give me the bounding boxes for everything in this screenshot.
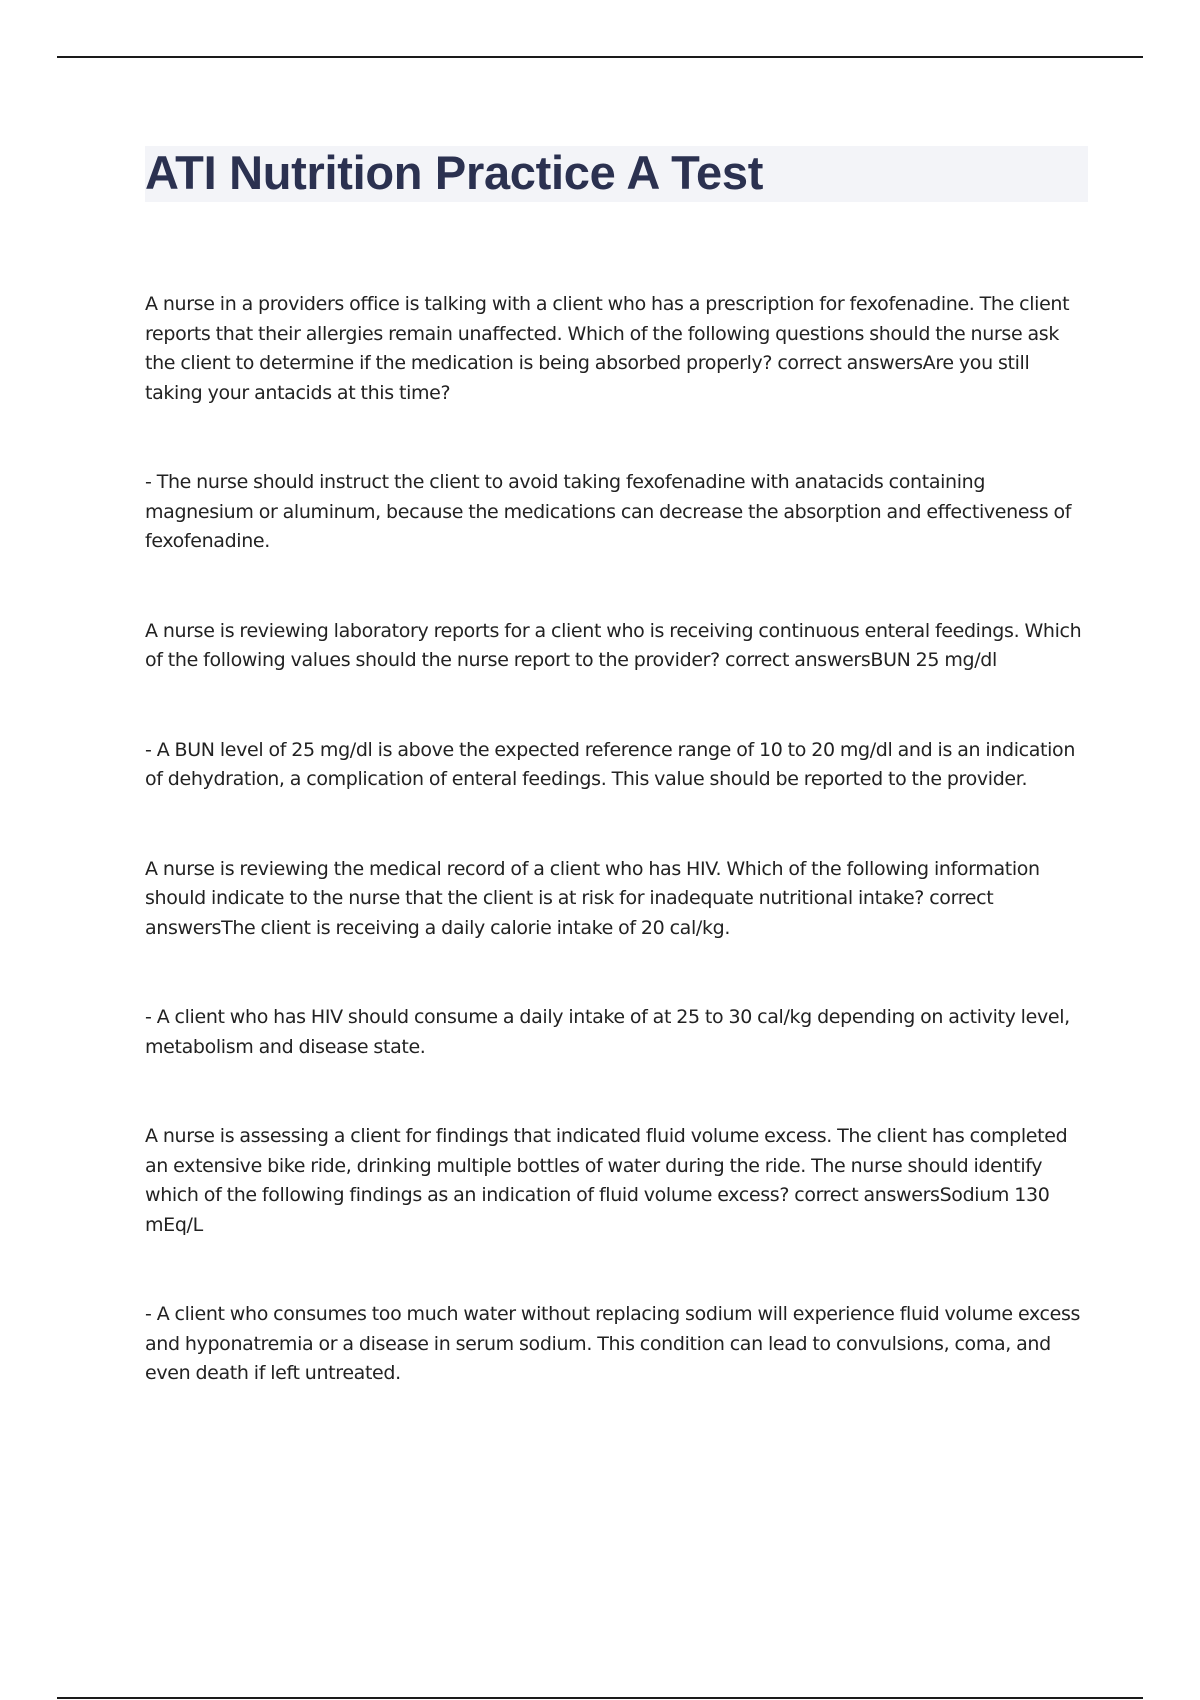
top-rule bbox=[57, 56, 1143, 58]
question-3: A nurse is reviewing the medical record of a client who has HIV. Which of the following information should indicate to the nurse that the client is at risk for inadequate nutritional intake? correct answersThe client is receiving a daily calorie intake of 20 cal/kg. bbox=[145, 857, 1040, 939]
rationale-1: - The nurse should instruct the client to avoid taking fexofenadine with anatacids containing magnesium or aluminum, because the medications can decrease the absorption and effectiveness of fexofenadine. bbox=[145, 471, 1072, 552]
question-1: A nurse in a providers office is talking with a client who has a prescription for fexofenadine. The client reports that their allergies remain unaffected. Which of the following questions should the nurse ask the client to determine if the medication is being absorbed properly? correct answersAre you still taking your antacids at this time? bbox=[145, 293, 1070, 404]
rationale-3: - A client who has HIV should consume a daily intake of at 25 to 30 cal/kg depending on activity level, metabolism and disease state. bbox=[145, 1006, 1070, 1058]
rationale-2: - A BUN level of 25 mg/dl is above the expected reference range of 10 to 20 mg/dl and is an indication of dehydration, a complication of enteral feedings. This value should be reported to the provider. bbox=[145, 738, 1076, 790]
question-2: A nurse is reviewing laboratory reports for a client who is receiving continuous enteral feedings. Which of the following values should the nurse report to the provider? correct answersBUN 25 mg/dl bbox=[145, 619, 1082, 671]
document-body bbox=[145, 290, 1090, 1449]
question-4: A nurse is assessing a client for findings that indicated fluid volume excess. The client has completed an extensive bike ride, drinking multiple bottles of water during the ride. The nurse should identify which of the following findings as an indication of fluid volume excess? correct answersSodium 130 mEq/L bbox=[145, 1125, 1068, 1236]
bottom-rule bbox=[57, 1697, 1143, 1699]
rationale-4: - A client who consumes too much water without replacing sodium will experience fluid volume excess and hyponatremia or a disease in serum sodium. This condition can lead to convulsions, coma, and even death if left untreated. bbox=[145, 1303, 1081, 1384]
page-title: ATI Nutrition Practice A Test bbox=[145, 146, 764, 199]
